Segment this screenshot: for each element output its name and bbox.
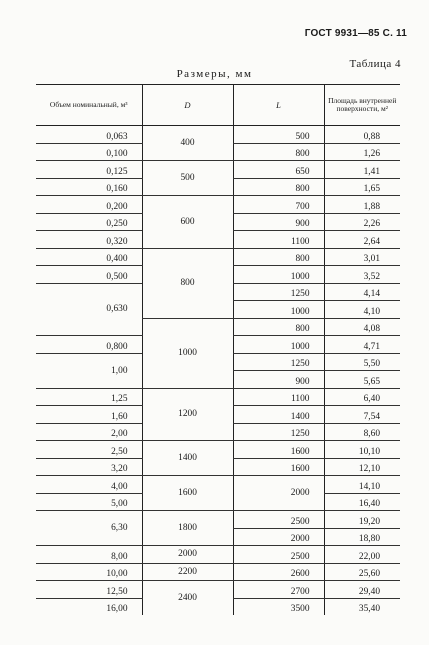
table-number: Таблица 4 — [349, 58, 401, 70]
table-row — [36, 126, 400, 144]
l-cell: 1400 — [233, 406, 324, 424]
volume-cell: 2,00 — [36, 423, 142, 441]
d-cell: 2400 — [142, 581, 233, 616]
area-cell: 2,64 — [324, 231, 400, 249]
l-cell: 2600 — [233, 563, 324, 581]
table-header-row — [36, 85, 400, 126]
volume-cell: 12,50 — [36, 581, 142, 599]
l-cell: 2000 — [233, 528, 324, 546]
l-cell: 700 — [233, 196, 324, 214]
volume-cell: 0,630 — [36, 283, 142, 336]
dimensions-table — [36, 84, 400, 615]
page-header: ГОСТ 9931—85 С. 11 — [304, 28, 407, 39]
area-cell: 5,65 — [324, 371, 400, 389]
d-cell: 1400 — [142, 441, 233, 476]
l-cell: 3500 — [233, 598, 324, 615]
l-cell: 2500 — [233, 546, 324, 564]
d-cell: 500 — [142, 161, 233, 196]
area-cell: 1,65 — [324, 178, 400, 196]
volume-cell: 0,200 — [36, 196, 142, 214]
volume-cell: 8,00 — [36, 546, 142, 564]
area-cell: 1,88 — [324, 196, 400, 214]
l-cell: 1250 — [233, 423, 324, 441]
volume-cell: 1,00 — [36, 353, 142, 388]
d-cell: 600 — [142, 196, 233, 249]
table-row — [36, 388, 400, 406]
volume-cell: 0,320 — [36, 231, 142, 249]
column-header-l: L — [233, 85, 324, 126]
area-cell: 2,26 — [324, 213, 400, 231]
l-cell: 900 — [233, 371, 324, 389]
table-row — [36, 441, 400, 459]
l-cell: 800 — [233, 178, 324, 196]
l-cell: 2500 — [233, 511, 324, 529]
l-cell: 650 — [233, 161, 324, 179]
volume-cell: 0,500 — [36, 266, 142, 284]
volume-cell: 1,25 — [36, 388, 142, 406]
volume-cell: 16,00 — [106, 604, 128, 614]
table-row — [36, 511, 400, 529]
area-cell: 3,52 — [324, 266, 400, 284]
volume-cell: 2,50 — [36, 441, 142, 459]
l-cell: 800 — [233, 143, 324, 161]
volume-cell: 5,00 — [36, 493, 142, 511]
l-cell: 900 — [233, 213, 324, 231]
area-cell: 18,80 — [324, 528, 400, 546]
area-cell: 19,20 — [324, 511, 400, 529]
area-cell: 25,60 — [324, 563, 400, 581]
area-cell: 4,71 — [324, 336, 400, 354]
column-header-area: Площадь внутренней поверхности, м² — [324, 85, 400, 126]
area-cell: 1,26 — [324, 143, 400, 161]
volume-cell: 10,00 — [36, 563, 142, 581]
volume-cell: 0,400 — [36, 248, 142, 266]
area-cell: 35,40 — [324, 598, 400, 615]
l-cell: 1600 — [233, 458, 324, 476]
l-cell: 1100 — [233, 388, 324, 406]
area-cell: 6,40 — [324, 388, 400, 406]
d-cell: 1800 — [142, 511, 233, 546]
volume-cell: 6,30 — [36, 511, 142, 546]
area-cell: 14,10 — [324, 476, 400, 494]
area-cell: 4,08 — [324, 318, 400, 336]
d-cell: 1000 — [142, 318, 233, 388]
area-cell: 7,54 — [324, 406, 400, 424]
table-row — [36, 161, 400, 179]
area-cell: 0,88 — [324, 126, 400, 144]
table-caption: Размеры, мм — [176, 68, 253, 80]
table-row — [36, 563, 400, 581]
volume-cell: 0,250 — [36, 213, 142, 231]
l-cell: 1250 — [233, 283, 324, 301]
area-cell: 10,10 — [324, 441, 400, 459]
area-cell: 3,01 — [324, 248, 400, 266]
table-row — [36, 476, 400, 494]
d-cell: 2000 — [142, 546, 233, 564]
l-cell: 1600 — [233, 441, 324, 459]
d-cell: 800 — [142, 248, 233, 318]
table-row — [36, 581, 400, 599]
l-cell: 2700 — [233, 581, 324, 599]
column-header-volume: Объем номинальный, м³ — [36, 85, 142, 126]
l-cell: 1000 — [233, 336, 324, 354]
l-cell: 800 — [233, 318, 324, 336]
table-row — [36, 248, 400, 266]
l-cell: 500 — [233, 126, 324, 144]
volume-cell: 0,100 — [36, 143, 142, 161]
d-cell: 2200 — [142, 563, 233, 581]
area-cell: 29,40 — [324, 581, 400, 599]
l-cell: 2000 — [233, 476, 324, 511]
d-cell: 400 — [142, 126, 233, 161]
volume-cell: 0,160 — [36, 178, 142, 196]
area-cell: 12,10 — [324, 458, 400, 476]
l-cell: 1100 — [233, 231, 324, 249]
area-cell: 22,00 — [324, 546, 400, 564]
area-cell: 8,60 — [324, 423, 400, 441]
area-cell: 4,14 — [324, 283, 400, 301]
l-cell: 800 — [233, 248, 324, 266]
area-cell: 1,41 — [324, 161, 400, 179]
l-cell: 1250 — [233, 353, 324, 371]
area-cell: 4,10 — [324, 301, 400, 319]
column-header-d: D — [142, 85, 233, 126]
l-cell: 1000 — [233, 266, 324, 284]
d-cell: 1600 — [142, 476, 233, 511]
d-cell: 1200 — [142, 388, 233, 441]
volume-cell: 0,063 — [36, 126, 142, 144]
area-cell: 5,50 — [324, 353, 400, 371]
volume-cell: 1,60 — [36, 406, 142, 424]
area-cell: 16,40 — [324, 493, 400, 511]
volume-cell: 4,00 — [36, 476, 142, 494]
volume-cell: 0,125 — [36, 161, 142, 179]
table-row — [36, 546, 400, 564]
volume-cell: 3,20 — [36, 458, 142, 476]
volume-cell: 0,800 — [36, 336, 142, 354]
l-cell: 1000 — [233, 301, 324, 319]
table-row — [36, 196, 400, 214]
